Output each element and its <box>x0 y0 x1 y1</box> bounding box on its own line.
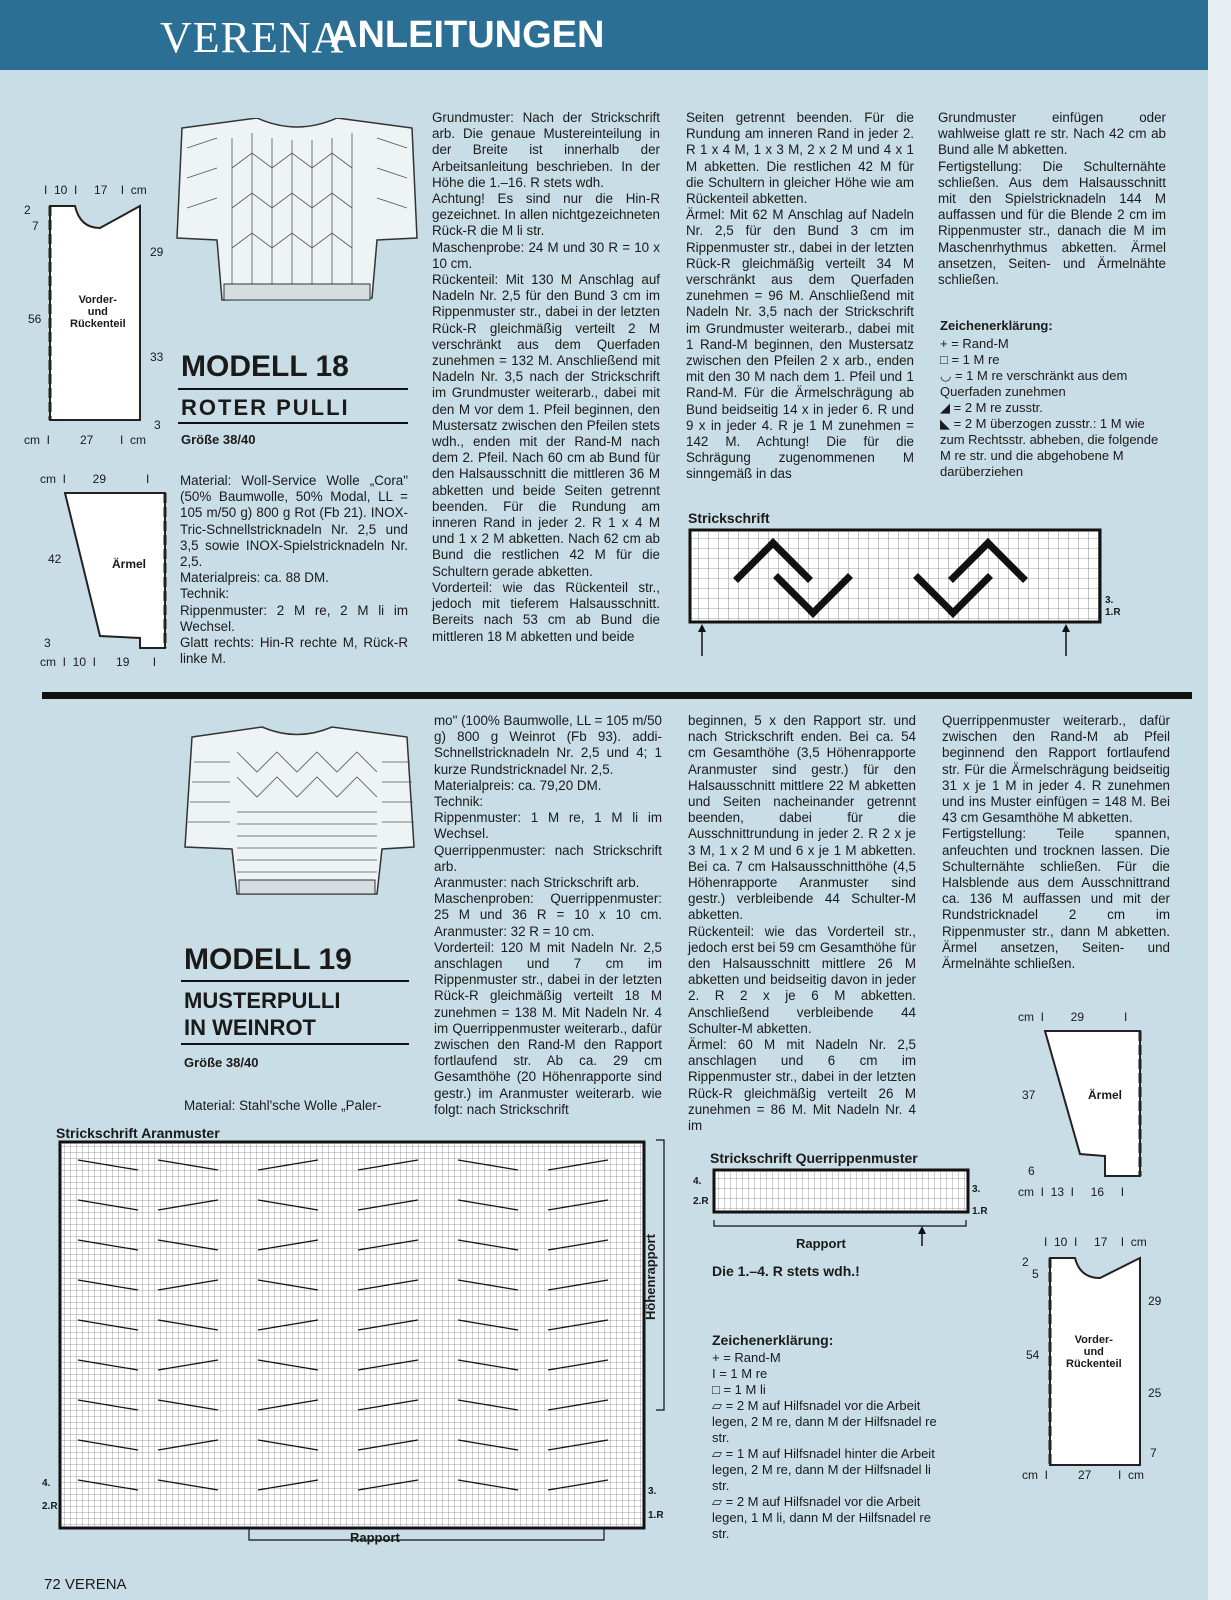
m19-aran-r2: 2.R <box>42 1501 58 1512</box>
m19-dim-25: 25 <box>1148 1386 1162 1400</box>
m18-subtitle-rule <box>178 422 408 424</box>
m19-col2: mo" (100% Baumwolle, LL = 105 m/50 g) 800 g Weinrot (Fb 93). addi-Schnellstricknadeln Nr. 2,5 und 4; 1 kurze Rundstricknadel Nr. 2,5. Materialpreis: ca. 79,20 DM. Technik: Rippenmuster: 1 M re, 1 M li im Wechsel. Querrippenmuster: nach Strickschrift arb. Aranmuster: nach Strickschrift arb. Maschenproben: Querrippenmuster: 25 M und 36 R = 10 x 10 cm. Aranmuster: 32 R = 10 cm. Vorderteil: 120 M mit Nadeln Nr. 2,5 anschlagen und 7 cm im Rippenmuster str., dabei in der letzten Rück-R gleichmäßig verteilt 18 M zunehmen = 138 M. Mit Nadeln Nr. 4 im Querrippenmuster weiterarb., dafür zwischen den Rand-M den Rapport fortlaufend str. Ab ca. 29 cm Gesamthöhe (20 Höhenrapporte sind gestr.) im Aranmuster weiterarb. wie folgt: nach Strickschrift <box>434 713 662 1117</box>
sweater-illustration-19 <box>182 722 422 902</box>
m19-aran-title: Strickschrift Aranmuster <box>56 1125 220 1141</box>
m18-col1: Material: Woll-Service Wolle „Cora" (50% Baumwolle, 50% Modal, LL = 105 m/50 g) 800 g Rot (Fb 21). INOX-Tric-Schnellstricknadeln Nr. 2,5 und 3,5 sowie INOX-Spielstricknadeln Nr. 2,5. Materialpreis: ca. 88 DM. Technik: Rippenmuster: 2 M re, 2 M li im Wechsel. Glatt rechts: Hin-R rechte M, Rück-R linke M. <box>180 473 408 667</box>
m19-legend-1: I = 1 M re <box>712 1366 768 1381</box>
sweater-illustration-18 <box>172 118 422 318</box>
m19-quer-rapport: Rapport <box>796 1236 846 1251</box>
section-divider <box>42 692 1192 699</box>
m18-dim-3: 3 <box>154 418 161 432</box>
m19-quer-note: Die 1.–4. R stets wdh.! <box>712 1263 860 1279</box>
m19-aran-r1: 1.R <box>648 1510 664 1521</box>
m18-legend-2: ◡ = 1 M re verschränkt aus dem Querfaden zunehmen <box>940 368 1128 399</box>
m19-aran-r4: 4. <box>42 1478 51 1489</box>
m19-sleeve-label: Ärmel <box>1088 1088 1123 1102</box>
page-edge <box>1208 0 1231 1600</box>
m19-legend-3: ▱ = 2 M auf Hilfsnadel vor die Arbeit legen, 2 M re, dann M der Hilfsnadel re str. <box>712 1398 937 1445</box>
m18-title: MODELL 18 <box>181 350 349 383</box>
m19-dim-2: 2 <box>1022 1255 1029 1269</box>
m18-chart-r1: 1.R <box>1105 607 1121 618</box>
m18-subtitle: ROTER PULLI <box>181 395 350 420</box>
m19-size: Größe 38/40 <box>184 1055 259 1070</box>
m19-dims-bottom: cm I 27 I cm <box>1022 1468 1145 1482</box>
m19-hoehenrapport: Höhenrapport <box>643 1234 658 1320</box>
m19-dim-54: 54 <box>1026 1348 1040 1362</box>
m18-dim-29: 29 <box>150 245 164 259</box>
m18-legend-0: + = Rand-M <box>940 336 1009 351</box>
m18-legend-4: ◣ = 2 M überzogen zusstr.: 1 M wie zum Rechtsstr. abheben, die folgende M re str. und die abgehobene M darüberziehen <box>940 416 1159 479</box>
m18-legend-title: Zeichenerklärung: <box>940 318 1053 333</box>
m18-dim-33: 33 <box>150 350 164 364</box>
m19-subtitle-1: MUSTERPULLI <box>184 988 341 1013</box>
m18-legend-3: ◢ = 2 M re zusstr. <box>940 400 1043 415</box>
m19-material-head: Material: Stahl'sche Wolle „Paler- <box>184 1098 382 1113</box>
m19-aran-brackets <box>44 1130 674 1580</box>
m19-sleeve-bottom: cm I 13 I 16 I <box>1018 1185 1125 1199</box>
brand-logo: VERENA <box>160 13 345 62</box>
m18-size: Größe 38/40 <box>181 432 256 447</box>
m18-sleeve-top: cm I 29 I <box>40 472 150 486</box>
m18-sleeve-bottom: cm I 10 I 19 I <box>40 655 157 669</box>
m18-sleeve-3: 3 <box>44 636 51 650</box>
m19-sleeve-top: cm I 29 I <box>1018 1010 1128 1024</box>
sleeve-schematic-18 <box>60 488 180 658</box>
m19-legend-5: ▱ = 2 M auf Hilfsnadel vor die Arbeit legen, 1 M li, dann M der Hilfsnadel re str. <box>712 1494 931 1541</box>
m19-subtitle-2: IN WEINROT <box>184 1015 316 1040</box>
m19-aran-rapport: Rapport <box>350 1530 400 1545</box>
m19-dims-top: I 10 I 17 I cm <box>1044 1235 1147 1249</box>
m18-sleeve-42: 42 <box>48 552 62 566</box>
m19-aran-r3: 3. <box>648 1486 657 1497</box>
m19-legend-2: □ = 1 M li <box>712 1382 766 1397</box>
m18-body-label: Vorder- und Rückenteil <box>70 294 126 330</box>
m19-legend-4: ▱ = 1 M auf Hilfsnadel hinter die Arbeit legen, 2 M re, dann M der Hilfsnadel li str. <box>712 1446 935 1493</box>
m18-strickschrift-chart <box>688 528 1106 658</box>
m19-subtitle-rule <box>181 1043 409 1045</box>
m19-title-rule <box>181 980 409 982</box>
m18-dim-2: 2 <box>24 203 31 217</box>
m18-dims-top: I 10 I 17 I cm <box>44 183 147 197</box>
m19-quer-r3: 3. <box>972 1184 981 1195</box>
page-footer: 72 VERENA <box>44 1576 127 1593</box>
m19-legend-0: + = Rand-M <box>712 1350 781 1365</box>
m19-quer-r4: 4. <box>693 1176 702 1187</box>
m19-quer-r2: 2.R <box>693 1196 709 1207</box>
m19-quer-title: Strickschrift Querrippenmuster <box>710 1150 918 1166</box>
m18-col2: Grundmuster: Nach der Strickschrift arb. Die genaue Mustereinteilung in der Breite ist innerhalb der Arbeitsanleitung beschrieben. In der Höhe die 1.–16. R stets wdh. Achtung! Es sind nur die Hin-R gezeichnet. In allen nichtgezeichneten Rück-R die M li str. Maschenprobe: 24 M und 30 R = 10 x 10 cm. Rückenteil: Mit 130 M Anschlag auf Nadeln Nr. 2,5 für den Bund 3 cm im Rippenmuster str., dabei in der letzten Rück-R gleichmäßig verteilt 2 M verschränkt aus dem Querfaden zunehmen = 132 M. Anschließend mit Nadeln Nr. 3,5 nach der Strickschrift im Grundmuster weiterarb., dabei mit den M vor dem 1. Pfeil beginnen, den Mustersatz zwischen den Pfeilen stets wdh., enden mit der Rand-M nach dem 2. Pfeil. Nach 60 cm ab Bund für den Halsausschnitt die mittleren 36 M abketten und beide Seiten getrennt beenden. Für die Rundung am inneren Rand in jeder 2. R 1 x 4 M und 1 x 2 M abketten. Nach 62 cm ab Bund die restlichen 42 M für die Schultern gerade abketten. Vorderteil: wie das Rückenteil str., jedoch mit tieferem Halsausschnitt. Bereits nach 53 cm ab Bund die mittleren 18 M abketten und beide <box>432 110 660 644</box>
sleeve-schematic-19 <box>1040 1026 1150 1186</box>
m18-dim-7: 7 <box>32 219 39 233</box>
m19-dim-7: 7 <box>1150 1446 1157 1460</box>
m18-chart-title: Strickschrift <box>688 510 770 526</box>
m19-body-label: Vorder- und Rückenteil <box>1066 1334 1122 1370</box>
m18-chart-r3: 3. <box>1105 595 1114 606</box>
m19-col3: beginnen, 5 x den Rapport str. und nach Strickschrift enden. Bei ca. 54 cm Gesamthöhe (3,5 Höhenrapporte Aranmuster sind gestr.) für den Halsausschnitt mittlere 22 M abketten und Seiten nacheinander getrennt beenden, dabei für die Ausschnittrundung in jeder 2. R 2 x je 3 M, 1 x 2 M und 6 x je 1 M abketten. Bei ca. 7 cm Halsausschnitthöhe (4,5 Höhenrapporte Aranmuster sind gestr.) verbleibende 44 Schulter-M abketten. Rückenteil: wie das Vorderteil str., jedoch erst bei 59 cm Gesamthöhe für den Halsausschnitt mittlere 26 M abketten und beidseitig davon in jeder 2. R 2 x je 6 M abketten. Anschließend verbleibende 44 Schulter-M abketten. Ärmel: 60 M mit Nadeln Nr. 2,5 anschlagen und 6 cm im Rippenmuster str., dabei in der letzten Rück-R gleichmäßig verteilt 26 M zunehmen = 86 M. Mit Nadeln Nr. 4 im <box>688 713 916 1134</box>
m18-dim-56: 56 <box>28 312 42 326</box>
section-title: ANLEITUNGEN <box>330 14 605 56</box>
m18-legend-1: □ = 1 M re <box>940 352 1000 367</box>
m19-title: MODELL 19 <box>184 943 352 976</box>
m19-dim-5: 5 <box>1032 1267 1039 1281</box>
m18-dims-bottom: cm I 27 I cm <box>24 433 147 447</box>
m19-sleeve-37: 37 <box>1022 1088 1036 1102</box>
m19-legend-title: Zeichenerklärung: <box>712 1332 834 1348</box>
m18-col3: Seiten getrennt beenden. Für die Rundung am inneren Rand in jeder 2. R 1 x 4 M, 1 x 3 M, 2 x 2 M und 4 x 1 M abketten. Die restlichen 42 M für die Schultern in gleicher Höhe wie am Rückenteil abketten. Ärmel: Mit 62 M Anschlag auf Nadeln Nr. 2,5 für den Bund 3 cm im Rippenmuster str., dabei in der letzten Rück-R gleichmäßig verteilt 34 M verschränkt aus dem Querfaden zunehmen = 96 M. Anschließend mit Nadeln Nr. 3,5 nach der Strickschrift im Grundmuster weiterarb., dabei mit 1 Rand-M beginnen, den Mustersatz zwischen den Pfeilen 2 x arb., enden mit den 30 M nach dem 1. Pfeil und 1 Rand-M. Für die Ärmelschrägung ab Bund beidseitig 14 x in jeder 6. R und 9 x in jeder 4. R je 1 M zunehmen = 142 M. Achtung! Die für die Schrägung zugenommenen M sinngemäß in das <box>686 110 914 482</box>
m19-sleeve-6: 6 <box>1028 1164 1035 1178</box>
m18-col4: Grundmuster einfügen oder wahlweise glatt re str. Nach 42 cm ab Bund alle M abketten. Fertigstellung: Die Schulternähte schließen. Aus dem Halsausschnitt mit den Spielstricknadeln 144 M auffassen und für die Blende 2 cm im Rippenmuster str., danach die M im Maschenrhythmus abketten. Ärmel ansetzen, Seiten- und Ärmelnähte schließen. <box>938 110 1166 288</box>
m19-col4: Querrippenmuster weiterarb., dafür zwischen den Rand-M ab Pfeil beginnend den Rapport fortlaufend str. Für die Ärmelschrägung beidseitig 31 x je 1 M in jeder 4. R zunehmen und ins Muster einfügen = 148 M. Bei 43 cm Gesamthöhe M abketten. Fertigstellung: Teile spannen, anfeuchten und trocknen lassen. Die Schulternähte schließen. Für die Halsblende aus dem Ausschnittrand ca. 136 M auffassen und mit der Rundstricknadel 2 cm im Rippenmuster str., dann M abketten. Ärmel ansetzen, Seiten- und Ärmelnähte schließen. <box>942 713 1170 972</box>
m18-title-rule <box>178 388 408 390</box>
m19-dim-29: 29 <box>1148 1294 1162 1308</box>
m18-sleeve-label: Ärmel <box>112 557 147 571</box>
m19-quer-r1: 1.R <box>972 1206 988 1217</box>
